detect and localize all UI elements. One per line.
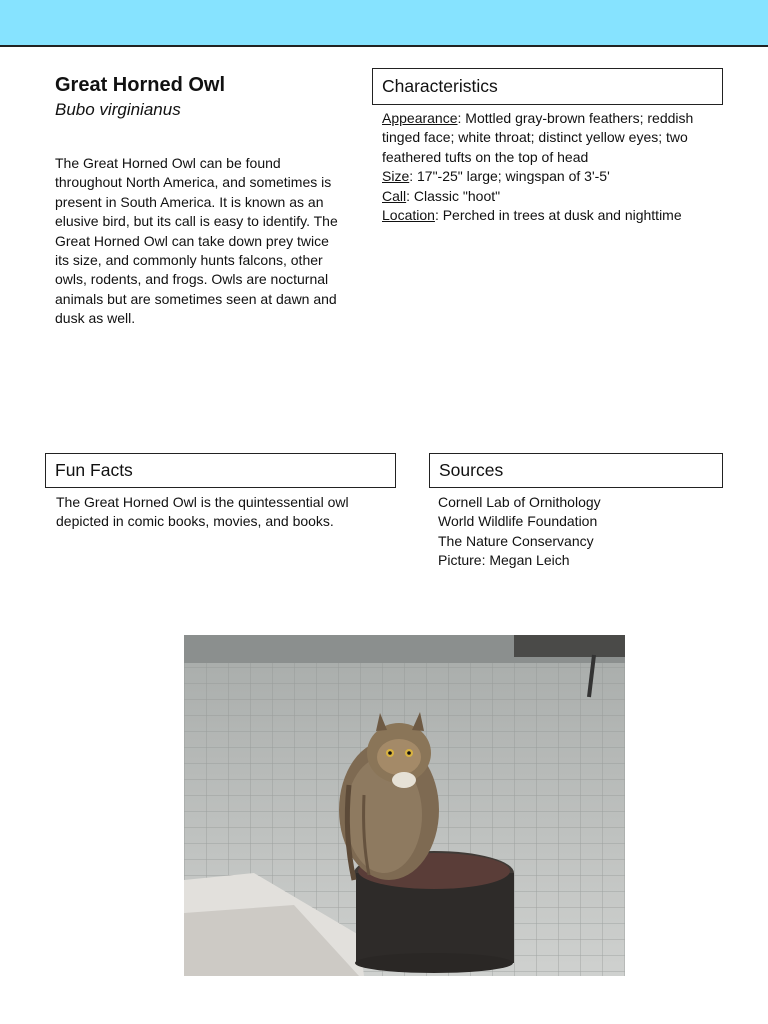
source-item: Picture: Megan Leich [438,552,570,569]
characteristic-value: : Classic "hoot" [406,187,501,204]
characteristic-value: : 17"-25" large; wingspan of 3'-5' [409,168,610,185]
fun-facts-text: The Great Horned Owl is the quintessential owl depicted in comic books, movies, and books. [56,494,349,530]
characteristic-value: : Perched in trees at dusk and nighttime [434,207,682,224]
characteristic-label: Location [382,207,435,224]
sources-heading: Sources [429,453,723,488]
owl-photo [184,635,625,976]
scientific-name: Bubo virginianus [55,100,181,119]
characteristic-call [382,187,722,206]
source-item: World Wildlife Foundation [438,513,598,530]
characteristic-label: Call [382,187,407,204]
characteristic-label: Appearance [382,110,458,126]
characteristic-label: Size [382,168,410,185]
characteristic-location [382,206,722,225]
sources-list [438,493,601,571]
fun-facts-heading: Fun Facts [45,453,396,488]
page-title: Great Horned Owl [55,74,226,96]
characteristics-list [382,109,722,225]
owl-photo-illustration [184,635,625,976]
characteristic-size [382,167,722,186]
characteristics-heading: Characteristics [372,68,723,105]
characteristic-appearance [382,109,722,167]
top-color-band [0,0,768,47]
characteristic-value: : Mottled gray-brown feathers; reddish tinged face; white throat; distinct yellow eyes; two feathered tufts on the top of head [382,110,694,165]
source-item: The Nature Conservancy [438,532,594,549]
source-item: Cornell Lab of Ornithology [438,494,601,510]
intro-paragraph: The Great Horned Owl can be found throughout North America, and sometimes is present in South America. It is known as an elusive bird, but its call is easy to identify. The Great Horned Owl can take down prey twice its size, and commonly hunts falcons, other owls, rodents, and frogs. Owls are nocturnal animals but are sometimes seen at dawn and dusk as well. [55,155,338,327]
